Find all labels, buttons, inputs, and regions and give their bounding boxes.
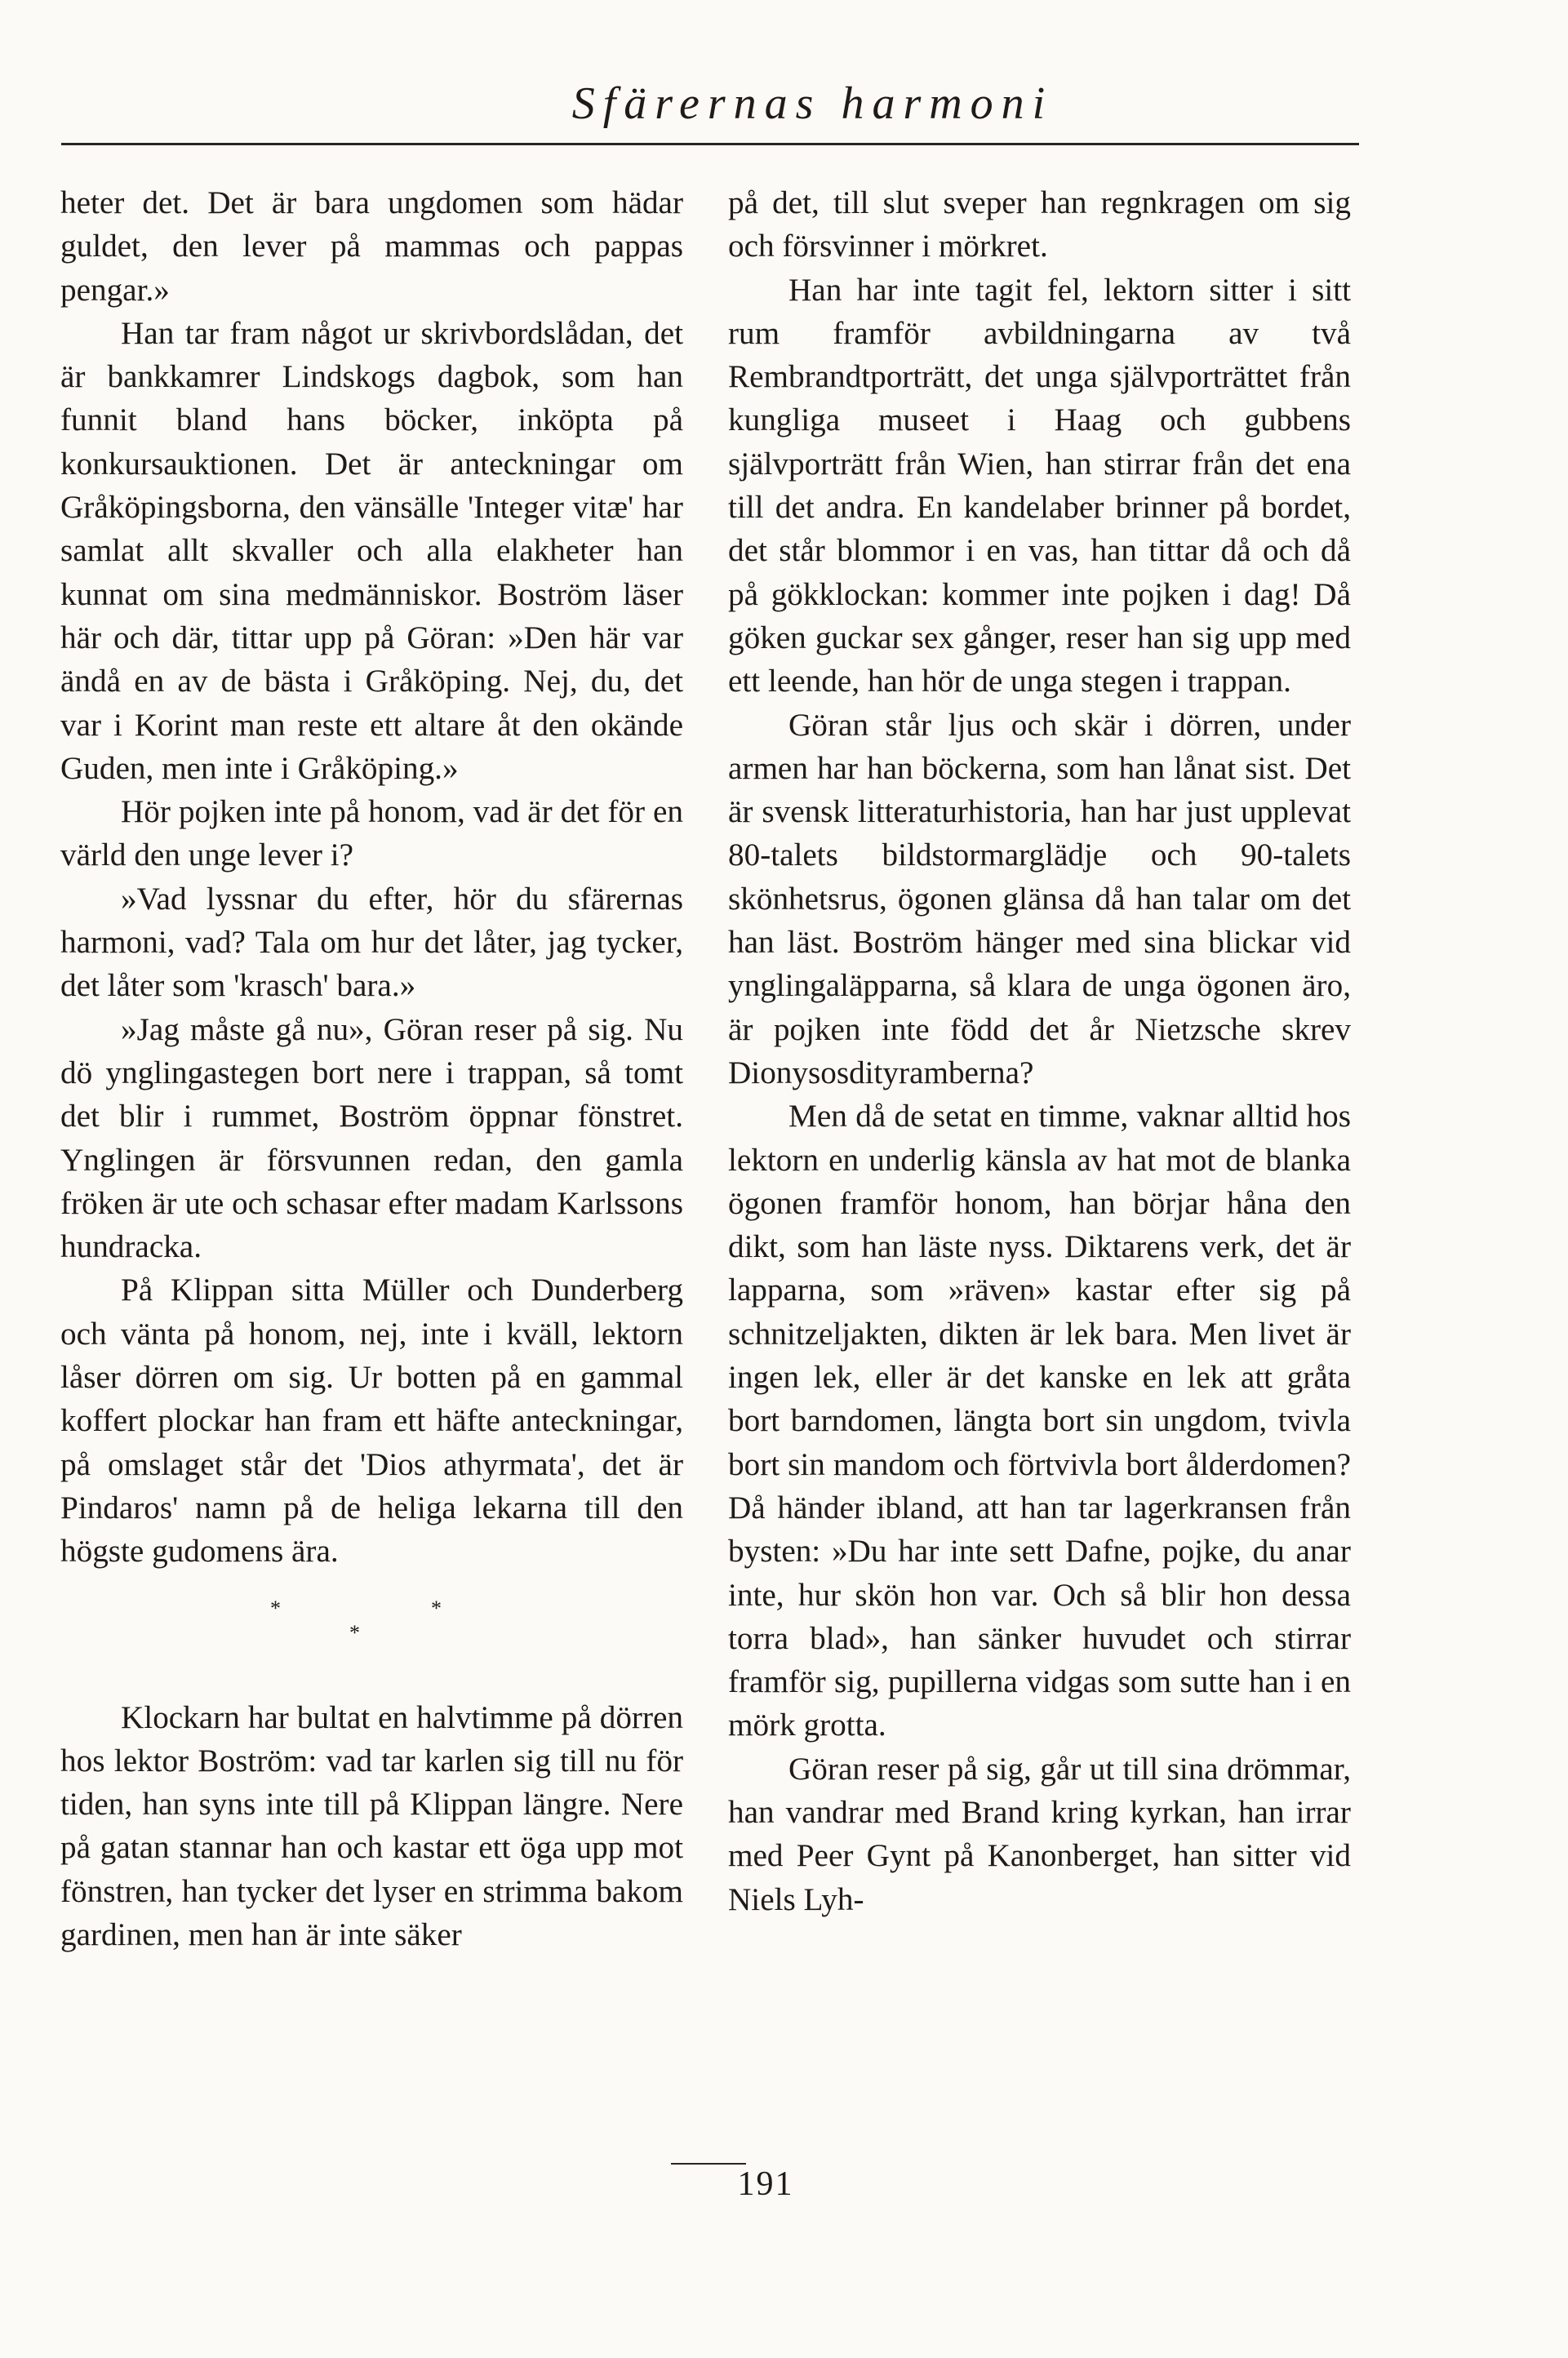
paragraph: På Klippan sitta Müller och Dunderberg och vänta på honom, nej, inte i kväll, lektorn låser dörren om sig. Ur botten på en gammal koffert plockar han fram ett häfte anteckningar, på omslaget står det 'Dios athyrmata', det är Pindaros' namn på de heliga lekarna till den högste gudomens ära.	[60, 1272, 683, 1570]
paragraph: Klockarn har bultat en halvtimme på dörren hos lektor Boström: vad tar karlen sig till nu för tiden, han syns inte till på Klippan längre. Nere på gatan stannar han och kastar ett öga upp mot fönstren, han tycker det lyser en strimma bakom gardinen, men han är inte säker	[60, 1699, 683, 1952]
paragraph: Men då de setat en timme, vaknar alltid hos lektorn en underlig känsla av hat mot de blanka ögonen framför honom, han börjar håna den dikt, som han läste nyss. Diktarens verk, det är lapparna, som »räven» kastar efter sig på schnitzeljakten, dikten är lek bara. Men livet är ingen lek, eller är det kanske en lek att gråta bort barndomen, längta bort sin ungdom, tvivla bort sin mandom och förtvivla bort ålderdomen? Då händer ibland, att han tar lagerkransen från bysten: »Du har inte sett Dafne, pojke, du anar inte, hur skön hon var. Och så blir hon dessa torra blad», han sänker huvudet och stirrar framför sig, pupillerna vidgas som sutte han i en mörk grotta.	[728, 1099, 1351, 1743]
page-number: 191	[737, 2165, 794, 2203]
paragraph: Göran står ljus och skär i dörren, under armen har han böckerna, som han lånat sist. Det är svensk litteraturhistoria, han har just upplevat 80-talets bildstormarglädje och 90-talets skönhetsrus, ögonen glänsa då han talar om det han läst. Boström hänger med sina blickar vid ynglingaläpparna, så klara de unga ögonen äro, är pojken inte född det år Nietzsche skrev Dionysosdityramberna?	[728, 707, 1351, 1090]
section-break-asterisk: *	[270, 1596, 281, 1620]
section-break-asterisk: *	[349, 1620, 360, 1645]
paragraph: Göran reser på sig, går ut till sina drömmar, han vandrar med Brand kring kyrkan, han irrar med Peer Gynt på Kanonberget, han sitter vid Niels Lyh-	[728, 1751, 1351, 1917]
paragraph: »Jag måste gå nu», Göran reser på sig. Nu dö ynglingastegen bort nere i trappan, så tomt det blir i rummet, Boström öppnar fönstret. Ynglingen är försvunnen redan, den gamla fröken är ute och schasar efter madam Karlssons hundracka.	[60, 1011, 683, 1265]
paragraph: Han tar fram något ur skrivbordslådan, det är bankkamrer Lindskogs dagbok, som han funnit bland hans böcker, inköpta på konkursauktionen. Det är anteckningar om Gråköpingsborna, den vänsälle 'Integer vitæ' har samlat allt skvaller och alla elakheter han kunnat om sina medmänniskor. Boström läser här och där, tittar upp på Göran: »Den här var ändå en av de bästa i Gråköping. Nej, du, det var i Korint man reste ett altare åt den okände Guden, men inte i Gråköping.»	[60, 315, 683, 786]
running-title: Sfärernas harmoni	[571, 78, 1054, 129]
left-column	[60, 181, 683, 1956]
section-break	[60, 1574, 683, 1696]
page-header	[0, 78, 1568, 135]
page-footer	[0, 2165, 1568, 2204]
right-column	[728, 181, 1351, 1921]
paragraph: på det, till slut sveper han regnkragen om sig och försvinner i mörkret.	[728, 185, 1351, 264]
paragraph: Hör pojken inte på honom, vad är det för en värld den unge lever i?	[60, 794, 683, 873]
paragraph: »Vad lyssnar du efter, hör du sfärernas harmoni, vad? Tala om hur det låter, jag tycker, det låter som 'krasch' bara.»	[60, 881, 683, 1004]
paragraph: Han har inte tagit fel, lektorn sitter i sitt rum framför avbildningarna av två Rembrandtporträtt, det unga självporträttet från kungliga museet i Haag och gubbens självporträtt från Wien, han stirrar från det ena till det andra. En kandelaber brinner på bordet, det står blommor i en vas, han tittar då och då på gökklockan: kommer inte pojken i dag! Då göken guckar sex gånger, reser han sig upp med ett leende, han hör de unga stegen i trappan.	[728, 272, 1351, 699]
header-rule	[61, 143, 1359, 145]
section-break-asterisk: *	[431, 1596, 442, 1620]
paragraph: heter det. Det är bara ungdomen som hädar guldet, den lever på mammas och pappas pengar.»	[60, 185, 683, 308]
